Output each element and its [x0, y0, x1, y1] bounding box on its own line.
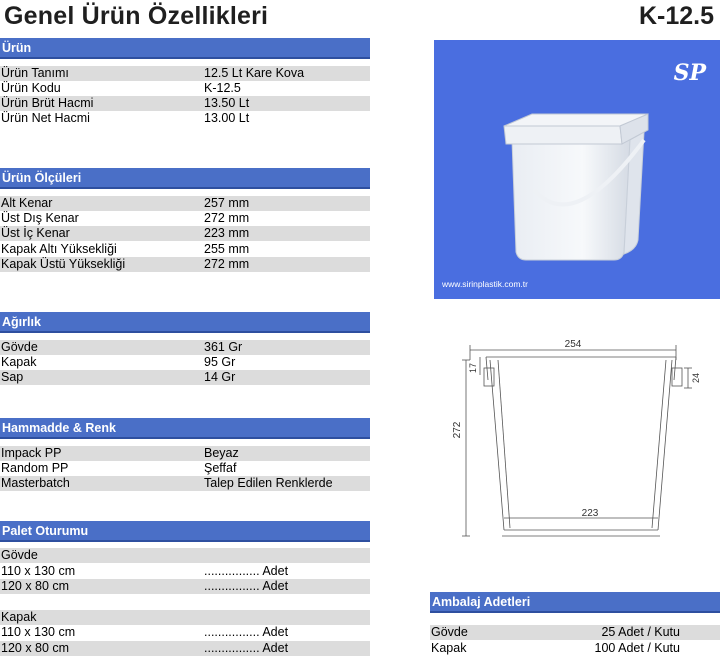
- table-row: [0, 641, 370, 656]
- table-row: [0, 96, 370, 111]
- row-value: 272 mm: [204, 211, 250, 225]
- section-header-urun: Ürün: [0, 38, 370, 59]
- table-row: [0, 111, 370, 126]
- row-value: 95 Gr: [204, 355, 236, 369]
- row-value: 223 mm: [204, 226, 250, 240]
- section-header-hammadde: Hammadde & Renk: [0, 418, 370, 439]
- table-row: [0, 370, 370, 385]
- row-value: 12.5 Lt Kare Kova: [204, 66, 305, 80]
- dim-handle: 24: [691, 372, 701, 384]
- row-value: 100 Adet / Kutu: [594, 641, 680, 655]
- row-label: Impack PP: [1, 446, 62, 460]
- section-header-ambalaj: Ambalaj Adetleri: [430, 592, 720, 613]
- dim-rim: 17: [468, 362, 478, 374]
- section-header-agirlik: Ağırlık: [0, 312, 370, 333]
- dim-top-width: 254: [564, 339, 582, 350]
- row-label: Kapak Üstü Yüksekliği: [1, 257, 126, 271]
- row-label: Kapak: [431, 641, 467, 655]
- row-value: Beyaz: [204, 446, 239, 460]
- row-value: Şeffaf: [204, 461, 237, 475]
- row-label: Kapak: [1, 355, 37, 369]
- row-label: Ürün Tanımı: [1, 66, 69, 80]
- row-value: 14 Gr: [204, 370, 236, 384]
- table-row: [0, 610, 370, 625]
- row-label: Sap: [1, 370, 24, 384]
- row-label: Ürün Brüt Hacmi: [1, 96, 94, 110]
- dim-height: 272: [452, 421, 463, 439]
- row-label: 120 x 80 cm: [1, 641, 70, 655]
- row-label: Alt Kenar: [1, 196, 53, 210]
- table-row: [0, 476, 370, 491]
- row-label: 110 x 130 cm: [1, 564, 76, 578]
- section-header-olculer: Ürün Ölçüleri: [0, 168, 370, 189]
- row-value: 272 mm: [204, 257, 250, 271]
- table-row: [0, 446, 370, 461]
- section-header-palet: Palet Oturumu: [0, 521, 370, 542]
- row-value: K-12.5: [204, 81, 241, 95]
- table-row: [0, 564, 370, 579]
- table-row: [0, 625, 370, 640]
- table-row: [0, 226, 370, 241]
- row-value: ................ Adet: [204, 579, 289, 593]
- brand-logo: SP: [673, 60, 706, 86]
- row-value: ................ Adet: [204, 641, 289, 655]
- website-url: www.sirinplastik.com.tr: [442, 279, 528, 289]
- table-row: [0, 340, 370, 355]
- table-row: [0, 461, 370, 476]
- table-row: [0, 257, 370, 272]
- row-value: 361 Gr: [204, 340, 243, 354]
- table-row: [0, 196, 370, 211]
- row-label: Kapak Altı Yüksekliği: [1, 242, 117, 256]
- row-value: ................ Adet: [204, 564, 289, 578]
- row-label: Masterbatch: [1, 476, 70, 490]
- product-photo: [434, 40, 720, 299]
- table-row: [430, 641, 720, 656]
- table-row: [0, 355, 370, 370]
- table-row: [0, 242, 370, 257]
- table-row: [430, 625, 720, 640]
- row-value: ................ Adet: [204, 625, 289, 639]
- table-row: [0, 579, 370, 594]
- row-label: Gövde: [431, 625, 468, 639]
- row-label: 120 x 80 cm: [1, 579, 70, 593]
- row-value: 257 mm: [204, 196, 250, 210]
- technical-drawing: [440, 330, 720, 560]
- table-row: [0, 211, 370, 226]
- row-label: Random PP: [1, 461, 69, 475]
- row-label: Gövde: [1, 340, 38, 354]
- table-row: [0, 66, 370, 81]
- row-label: Ürün Net Hacmi: [1, 111, 90, 125]
- row-label: Üst Dış Kenar: [1, 211, 79, 225]
- row-value: Talep Edilen Renklerde: [204, 476, 333, 490]
- row-label: Gövde: [1, 548, 38, 562]
- row-value: 25 Adet / Kutu: [601, 625, 680, 639]
- product-code: K-12.5: [638, 2, 714, 30]
- page-title: Genel Ürün Özellikleri: [4, 2, 269, 30]
- row-label: 110 x 130 cm: [1, 625, 76, 639]
- dim-bottom-width: 223: [581, 508, 599, 519]
- row-label: Kapak: [1, 610, 37, 624]
- row-value: 13.50 Lt: [204, 96, 250, 110]
- row-label: Üst İç Kenar: [1, 226, 70, 240]
- table-row: [0, 548, 370, 563]
- row-label: Ürün Kodu: [1, 81, 61, 95]
- table-row: [0, 81, 370, 96]
- row-value: 13.00 Lt: [204, 111, 250, 125]
- row-value: 255 mm: [204, 242, 250, 256]
